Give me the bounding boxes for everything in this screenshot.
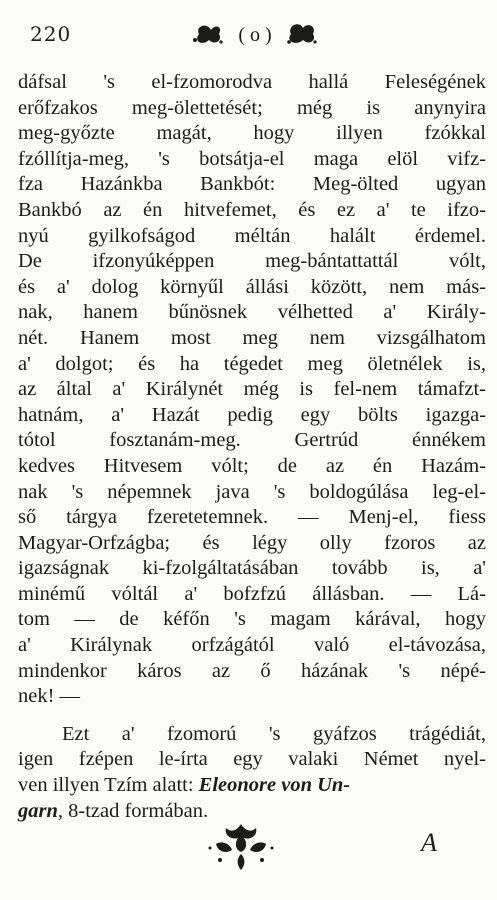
text-line: Bankbó az én hitvefemet, és ez a' te ifzo- <box>18 198 486 221</box>
text-line: hatnám, a' Hazát pedig egy bölts igazga- <box>18 403 486 426</box>
text-line: a' dolgot; és ha tégedet meg öletnélek is, <box>18 352 486 375</box>
text-line: nak 's népemnek java 's boldogúlása leg-el- <box>18 480 486 503</box>
page-body-text <box>18 70 486 824</box>
text-line: nét. Hanem most meg nem vizsgálhatom <box>18 326 486 349</box>
text-line: fza Hazánkba Bankbót: Meg-ölted ugyan <box>18 173 486 196</box>
svg-text:( o ): ( o ) <box>238 24 272 46</box>
book-title-continued: garn <box>18 799 58 822</box>
text-line: Magyar-Orfzágba; és légy olly fzoros az <box>18 531 486 554</box>
text-line: dáfsal 's el-fzomorodva hallá Feleségének <box>18 71 486 93</box>
text-line: minémű vóltál a' bofzfzú állásban. — Lá- <box>18 582 486 605</box>
catchword: A <box>421 828 437 857</box>
footer-ornament-icon <box>196 818 286 874</box>
book-title: Eleonore von Un- <box>198 774 351 797</box>
text-line: igen fzépen le-írta egy valaki Német nyel- <box>18 748 486 771</box>
text-line: erőfzakos meg-ölettetését; még is anynyira <box>18 96 486 119</box>
text-line-with-title <box>18 773 486 799</box>
text-line: a' Királynak orfzágától való el-távozása, <box>18 634 486 657</box>
text-line: tom — de kéfőn 's magam kárával, hogy <box>18 608 486 631</box>
text-line: mindenkor káros az ő házának 's népé- <box>18 659 486 682</box>
text-line: meg-győzte magát, hogy illyen fzókkal <box>18 122 486 145</box>
text-line: és a' dolog környűl állási között, nem más- <box>18 275 486 298</box>
text-line: Ezt a' fzomorú 's gyáfzos trágédiát, <box>62 722 486 745</box>
page-header <box>0 18 497 50</box>
header-ornament-icon <box>185 18 325 50</box>
text-line: nyú gyilkofságod méltán halált érdemel. <box>18 224 486 247</box>
text-line: nek! — <box>18 685 81 708</box>
text-line: kedves Hitvesem vólt; de az én Hazám- <box>18 454 486 477</box>
text-line: az által a' Királynét még is fel-nem támafzt- <box>18 378 486 401</box>
text-line: tótol fosztanám-meg. Gertrúd énnékem <box>18 429 486 452</box>
text-line: De ifzonyúképpen meg-bántattattál vólt, <box>18 250 486 273</box>
text-line: nak, hanem bűnösnek vélhetted a' Király- <box>18 301 486 324</box>
text-line: ső tárgya fzeretetemnek. — Menj-el, fiess <box>18 506 486 529</box>
paragraph-gap <box>18 710 486 722</box>
text-segment: , 8-tzad formában. <box>57 799 209 822</box>
page-number: 220 <box>30 22 72 46</box>
text-line: fzóllítja-meg, 's botsátja-el maga elöl vifz- <box>18 147 486 170</box>
text-line: igazságnak ki-fzolgáltatásában tovább is, a' <box>18 557 486 580</box>
text-segment: ven illyen Tzím alatt: <box>18 774 199 797</box>
